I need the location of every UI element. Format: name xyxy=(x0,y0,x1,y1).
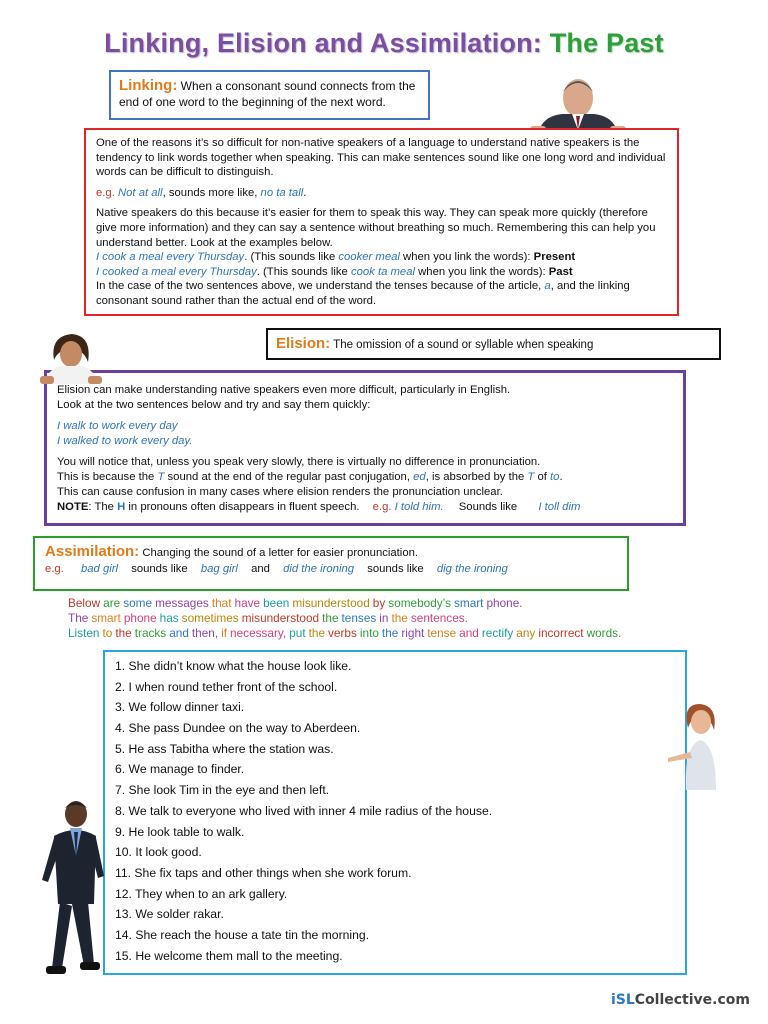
instruction-word: smart xyxy=(91,611,121,625)
p4-to: to xyxy=(550,471,560,483)
linking-example-present xyxy=(96,250,667,265)
man-peeking-illustration xyxy=(528,72,628,134)
sentences-box xyxy=(103,650,687,975)
past-sounds: cook ta meal xyxy=(350,265,415,278)
present-sentence: I cook a meal every Thursday xyxy=(96,251,245,264)
assim-and: and xyxy=(251,563,270,575)
instruction-word: The xyxy=(68,611,89,625)
sentence-item: 14. She reach the house a tate tin the morning. xyxy=(115,927,370,942)
elision-paragraph-5: This can cause confusion in many cases where elision renders the pronunciation unclear. xyxy=(57,486,503,498)
instruction-word: tenses xyxy=(341,611,377,625)
brand-watermark xyxy=(611,992,750,1008)
instruction-word: and xyxy=(459,626,479,640)
instruction-word: to xyxy=(102,626,113,640)
instructions-line-1 xyxy=(68,596,688,611)
past-label: Past xyxy=(548,265,573,278)
instruction-word: Below xyxy=(68,596,101,610)
p4-end: . xyxy=(559,471,563,483)
elision-paragraph-3: You will notice that, unless you speak very slowly, there is virtually no difference in pronunciation. xyxy=(57,456,541,468)
title-main: Linking, Elision and Assimilation: xyxy=(104,28,542,58)
instruction-word: necessary, xyxy=(230,626,287,640)
instruction-word: tracks xyxy=(134,626,167,640)
assim-ex-1: bad girl xyxy=(80,563,119,575)
past-text-2: when you link the words): xyxy=(415,265,549,278)
elision-definition: The omission of a sound or syllable when speaking xyxy=(333,339,594,351)
linking-heading: Linking: xyxy=(119,77,178,94)
instruction-word: been xyxy=(263,596,290,610)
linking-example-past xyxy=(96,265,667,280)
elision-example-2: I walked to work every day. xyxy=(57,435,193,447)
sentence-item: 9. He look table to walk. xyxy=(115,824,245,839)
instruction-word: verbs xyxy=(328,626,357,640)
instruction-word: tense xyxy=(427,626,457,640)
sentence-item: 2. I when round tether front of the school. xyxy=(115,679,338,694)
note-label: NOTE xyxy=(57,501,89,513)
elision-heading: Elision: xyxy=(276,335,331,352)
past-sentence: I cooked a meal every Thursday xyxy=(96,265,257,278)
assimilation-box xyxy=(33,536,629,591)
sentence-item: 6. We manage to finder. xyxy=(115,762,245,777)
p4-a: This is because the xyxy=(57,471,158,483)
linking-paragraph-1: One of the reasons it’s so difficult for non-native speakers of a language to understand native speakers is the tendency to link words together when speaking. This can make sentences sound like one long word and individual words can be difficult to distinguish. xyxy=(96,137,666,179)
instruction-word: incorrect xyxy=(538,626,584,640)
instructions-line-2 xyxy=(68,611,688,626)
sentence-item: 7. She look Tim in the eye and then left. xyxy=(115,783,330,798)
past-text: . (This sounds like xyxy=(256,265,351,278)
page-title xyxy=(0,28,768,59)
note-sounds-like: Sounds like xyxy=(458,501,518,513)
elision-explanation-box xyxy=(44,370,686,526)
assim-eg: e.g. xyxy=(45,563,64,575)
instruction-word: the xyxy=(115,626,132,640)
linking-definition: When a consonant sound connects from the end of one word to the beginning of the next word. xyxy=(119,79,416,109)
p3-article: a xyxy=(544,280,551,293)
instruction-word: by xyxy=(372,596,386,610)
instruction-word: any xyxy=(516,626,536,640)
instructions xyxy=(68,596,688,641)
elision-definition-box xyxy=(266,328,721,360)
instruction-word: the xyxy=(322,611,339,625)
p4-e: , is absorbed by the xyxy=(425,471,528,483)
instruction-word: misunderstood xyxy=(292,596,370,610)
instruction-word: messages xyxy=(155,596,209,610)
instruction-word: then, xyxy=(191,626,219,640)
linking-paragraph-3 xyxy=(96,279,667,308)
man-standing-illustration xyxy=(30,796,108,978)
woman-pointing-illustration xyxy=(664,700,724,790)
sentence-item: 3. We follow dinner taxi. xyxy=(115,700,245,715)
present-sounds: cooker meal xyxy=(338,251,400,264)
eg-phrase: Not at all xyxy=(117,186,163,199)
note-eg: e.g. xyxy=(372,501,392,513)
sentence-item: 10. It look good. xyxy=(115,845,202,860)
instruction-word: has xyxy=(159,611,179,625)
sentence-item: 11. She fix taps and other things when she work forum. xyxy=(115,865,412,880)
sentence-item: 8. We talk to everyone who lived with inner 4 mile radius of the house. xyxy=(115,803,493,818)
instruction-word: the xyxy=(381,626,399,640)
assimilation-heading: Assimilation: xyxy=(45,543,140,560)
assim-ex-3: did the ironing xyxy=(283,563,355,575)
sentence-item: 12. They when to an ark gallery. xyxy=(115,886,288,901)
instruction-word: if xyxy=(221,626,228,640)
instruction-word: Listen xyxy=(68,626,100,640)
instruction-word: phone xyxy=(123,611,157,625)
sentence-item: 15. He welcome them mall to the meeting. xyxy=(115,948,343,963)
present-text-2: when you link the words): xyxy=(399,251,534,264)
instruction-word: phone. xyxy=(486,596,523,610)
eg-text: , sounds more like, xyxy=(162,186,261,199)
elision-note xyxy=(57,500,673,515)
p3-a: In the case of the two sentences above, we understand the tenses because of the article, xyxy=(96,280,545,293)
elision-paragraph-1: Elision can make understanding native speakers even more difficult, particularly in English. xyxy=(57,384,511,396)
elision-example-1: I walk to work every day xyxy=(57,420,178,432)
instructions-line-3 xyxy=(68,626,688,641)
instruction-word: in xyxy=(379,611,389,625)
instruction-word: put xyxy=(289,626,306,640)
instruction-word: that xyxy=(211,596,232,610)
note-b: in pronouns often disappears in fluent speech. xyxy=(125,501,360,513)
instruction-word: are xyxy=(103,596,121,610)
note-h: H xyxy=(117,501,126,513)
instruction-word: misunderstood xyxy=(241,611,320,625)
assim-ex-2: bag girl xyxy=(200,563,238,575)
sentence-item: 4. She pass Dundee on the way to Aberdeen. xyxy=(115,721,361,736)
instruction-word: sometimes xyxy=(181,611,239,625)
instruction-word: sentences. xyxy=(410,611,468,625)
sentence-item: 13. We solder rakar. xyxy=(115,907,224,922)
instruction-word: have xyxy=(234,596,261,610)
instruction-word: into xyxy=(359,626,379,640)
elision-paragraph-4 xyxy=(57,470,673,485)
instruction-word: smart xyxy=(453,596,484,610)
instruction-word: the xyxy=(308,626,326,640)
linking-paragraph-2: Native speakers do this because it’s easier for them to speak this way. They can speak more quickly (therefore give more information) and they can say a sentence without breathing so much. Remembering this can help you understand better. Look at the examples below. xyxy=(96,207,656,249)
instruction-word: some xyxy=(123,596,153,610)
assim-ex-4: dig the ironing xyxy=(436,563,508,575)
assimilation-header xyxy=(45,544,617,561)
note-a: : The xyxy=(88,501,118,513)
title-highlight: The Past xyxy=(549,28,664,58)
brand-part-1: iSL xyxy=(610,992,635,1008)
note-example-2: I toll dim xyxy=(538,501,581,513)
eg-sounds: no ta tall xyxy=(260,186,304,199)
present-text: . (This sounds like xyxy=(244,251,339,264)
instruction-word: words. xyxy=(586,626,622,640)
eg-label: e.g. xyxy=(96,186,115,199)
eg-end: . xyxy=(303,186,307,199)
note-example: I told him. xyxy=(394,501,444,513)
assim-sounds-like-2: sounds like xyxy=(367,563,424,575)
p3-c: , and the linking consonant sound rather than the actual end of the word. xyxy=(96,280,630,307)
present-label: Present xyxy=(533,251,576,264)
instruction-word: the xyxy=(391,611,408,625)
p4-t: T xyxy=(157,471,165,483)
sentence-list xyxy=(115,656,675,966)
p4-c: sound at the end of the regular past conjugation, xyxy=(164,471,414,483)
linking-definition-box xyxy=(109,70,430,120)
instruction-word: right xyxy=(401,626,425,640)
sentence-item: 1. She didn’t know what the house look like. xyxy=(115,659,352,673)
assim-sounds-like-1: sounds like xyxy=(131,563,188,575)
brand-part-2: Collective xyxy=(634,992,713,1008)
instruction-word: somebody’s xyxy=(388,596,451,610)
p4-ed: ed xyxy=(413,471,426,483)
sentence-item: 5. He ass Tabitha where the station was. xyxy=(115,741,334,756)
assimilation-examples xyxy=(45,561,617,577)
linking-example xyxy=(96,186,667,201)
elision-paragraph-2: Look at the two sentences below and try and say them quickly: xyxy=(57,399,371,411)
p4-g: of xyxy=(534,471,551,483)
assimilation-definition: Changing the sound of a letter for easier pronunciation. xyxy=(142,547,419,559)
instruction-word: rectify xyxy=(481,626,514,640)
p4-t2: T xyxy=(527,471,535,483)
instruction-word: and xyxy=(169,626,189,640)
brand-part-3: .com xyxy=(712,992,750,1008)
linking-explanation-box xyxy=(84,128,679,316)
woman-peeking-illustration xyxy=(40,330,102,384)
